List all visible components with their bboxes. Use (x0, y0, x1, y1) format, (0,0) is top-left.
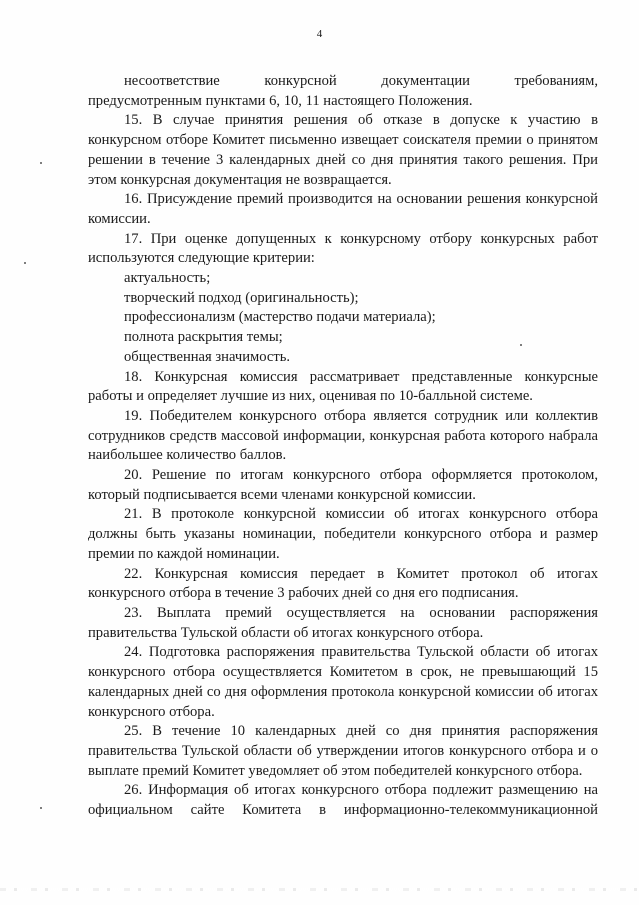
criterion-item: актуальность; (124, 270, 211, 287)
criterion-item: творческий подход (оригинальность); (124, 289, 359, 306)
scan-speck (40, 162, 42, 164)
paragraph-25: 25. В течение 10 календарных дней со дня принятия распоряжения правительства Тульской области об утверждении итогов конкурсного отбора и о выплате премий Комитет уведомляет об этом победителей конкурсного отбора. (88, 723, 598, 779)
paragraph-23: 23. Выплата премий осуществляется на основании распоряжения правительства Тульской области об итогах конкурсного отбора. (88, 604, 598, 641)
scan-edge-noise (0, 888, 639, 891)
paragraph-22: 22. Конкурсная комиссия передает в Комитет протокол об итогах конкурсного отбора в течение 3 рабочих дней со дня его подписания. (88, 565, 598, 602)
scan-speck (40, 807, 42, 809)
paragraph-17: 17. При оценке допущенных к конкурсному отбору конкурсных работ используются следующие критерии: (88, 230, 598, 267)
document-body (88, 72, 598, 821)
paragraph-20: 20. Решение по итогам конкурсного отбора оформляется протоколом, который подписывается всеми членами конкурсной комиссии. (88, 467, 598, 503)
paragraph-continuation-end: предусмотренным пунктами 6, 10, 11 настоящего Положения. (88, 92, 473, 109)
scan-speck (24, 262, 26, 264)
criterion-item: полнота раскрытия темы; (124, 329, 283, 346)
paragraph-16: 16. Присуждение премий производится на основании решения конкурсной комиссии. (88, 191, 598, 227)
criterion-item: профессионализм (мастерство подачи материала); (124, 309, 436, 326)
paragraph-18: 18. Конкурсная комиссия рассматривает представленные конкурсные работы и определяет лучшие из них, оценивая по 10-балльной системе. (88, 368, 598, 405)
paragraph-19: 19. Победителем конкурсного отбора является сотрудник или коллектив сотрудников средств массовой информации, конкурсная работа которого набрала наибольшее количество баллов. (88, 407, 598, 464)
paragraph-21: 21. В протоколе конкурсной комиссии об итогах конкурсного отбора должны быть указаны номинации, победители конкурсного отбора и размер премии по каждой номинации. (88, 506, 598, 562)
paragraph-15: 15. В случае принятия решения об отказе в допуске к участию в конкурсном отборе Комитет письменно извещает соискателя премии о принятом решении в течение 3 календарных дней со дня принятия такого решения. При этом конкурсная документация не возвращается. (88, 112, 598, 188)
scan-speck (520, 344, 522, 346)
criterion-item: общественная значимость. (124, 348, 291, 365)
paragraph-continuation: несоответствие конкурсной документации требованиям, (124, 73, 598, 89)
paragraph-26: 26. Информация об итогах конкурсного отбора подлежит размещению на официальном сайте Комитета в информационно-телекоммуникационной (88, 782, 598, 819)
page-number: 4 (316, 28, 323, 40)
paragraph-24: 24. Подготовка распоряжения правительства Тульской области об итогах конкурсного отбора осуществляется Комитетом в срок, не превышающий 15 календарных дней со дня оформления протокола конкурсной комиссии об итогах конкурсного отбора. (88, 644, 598, 720)
